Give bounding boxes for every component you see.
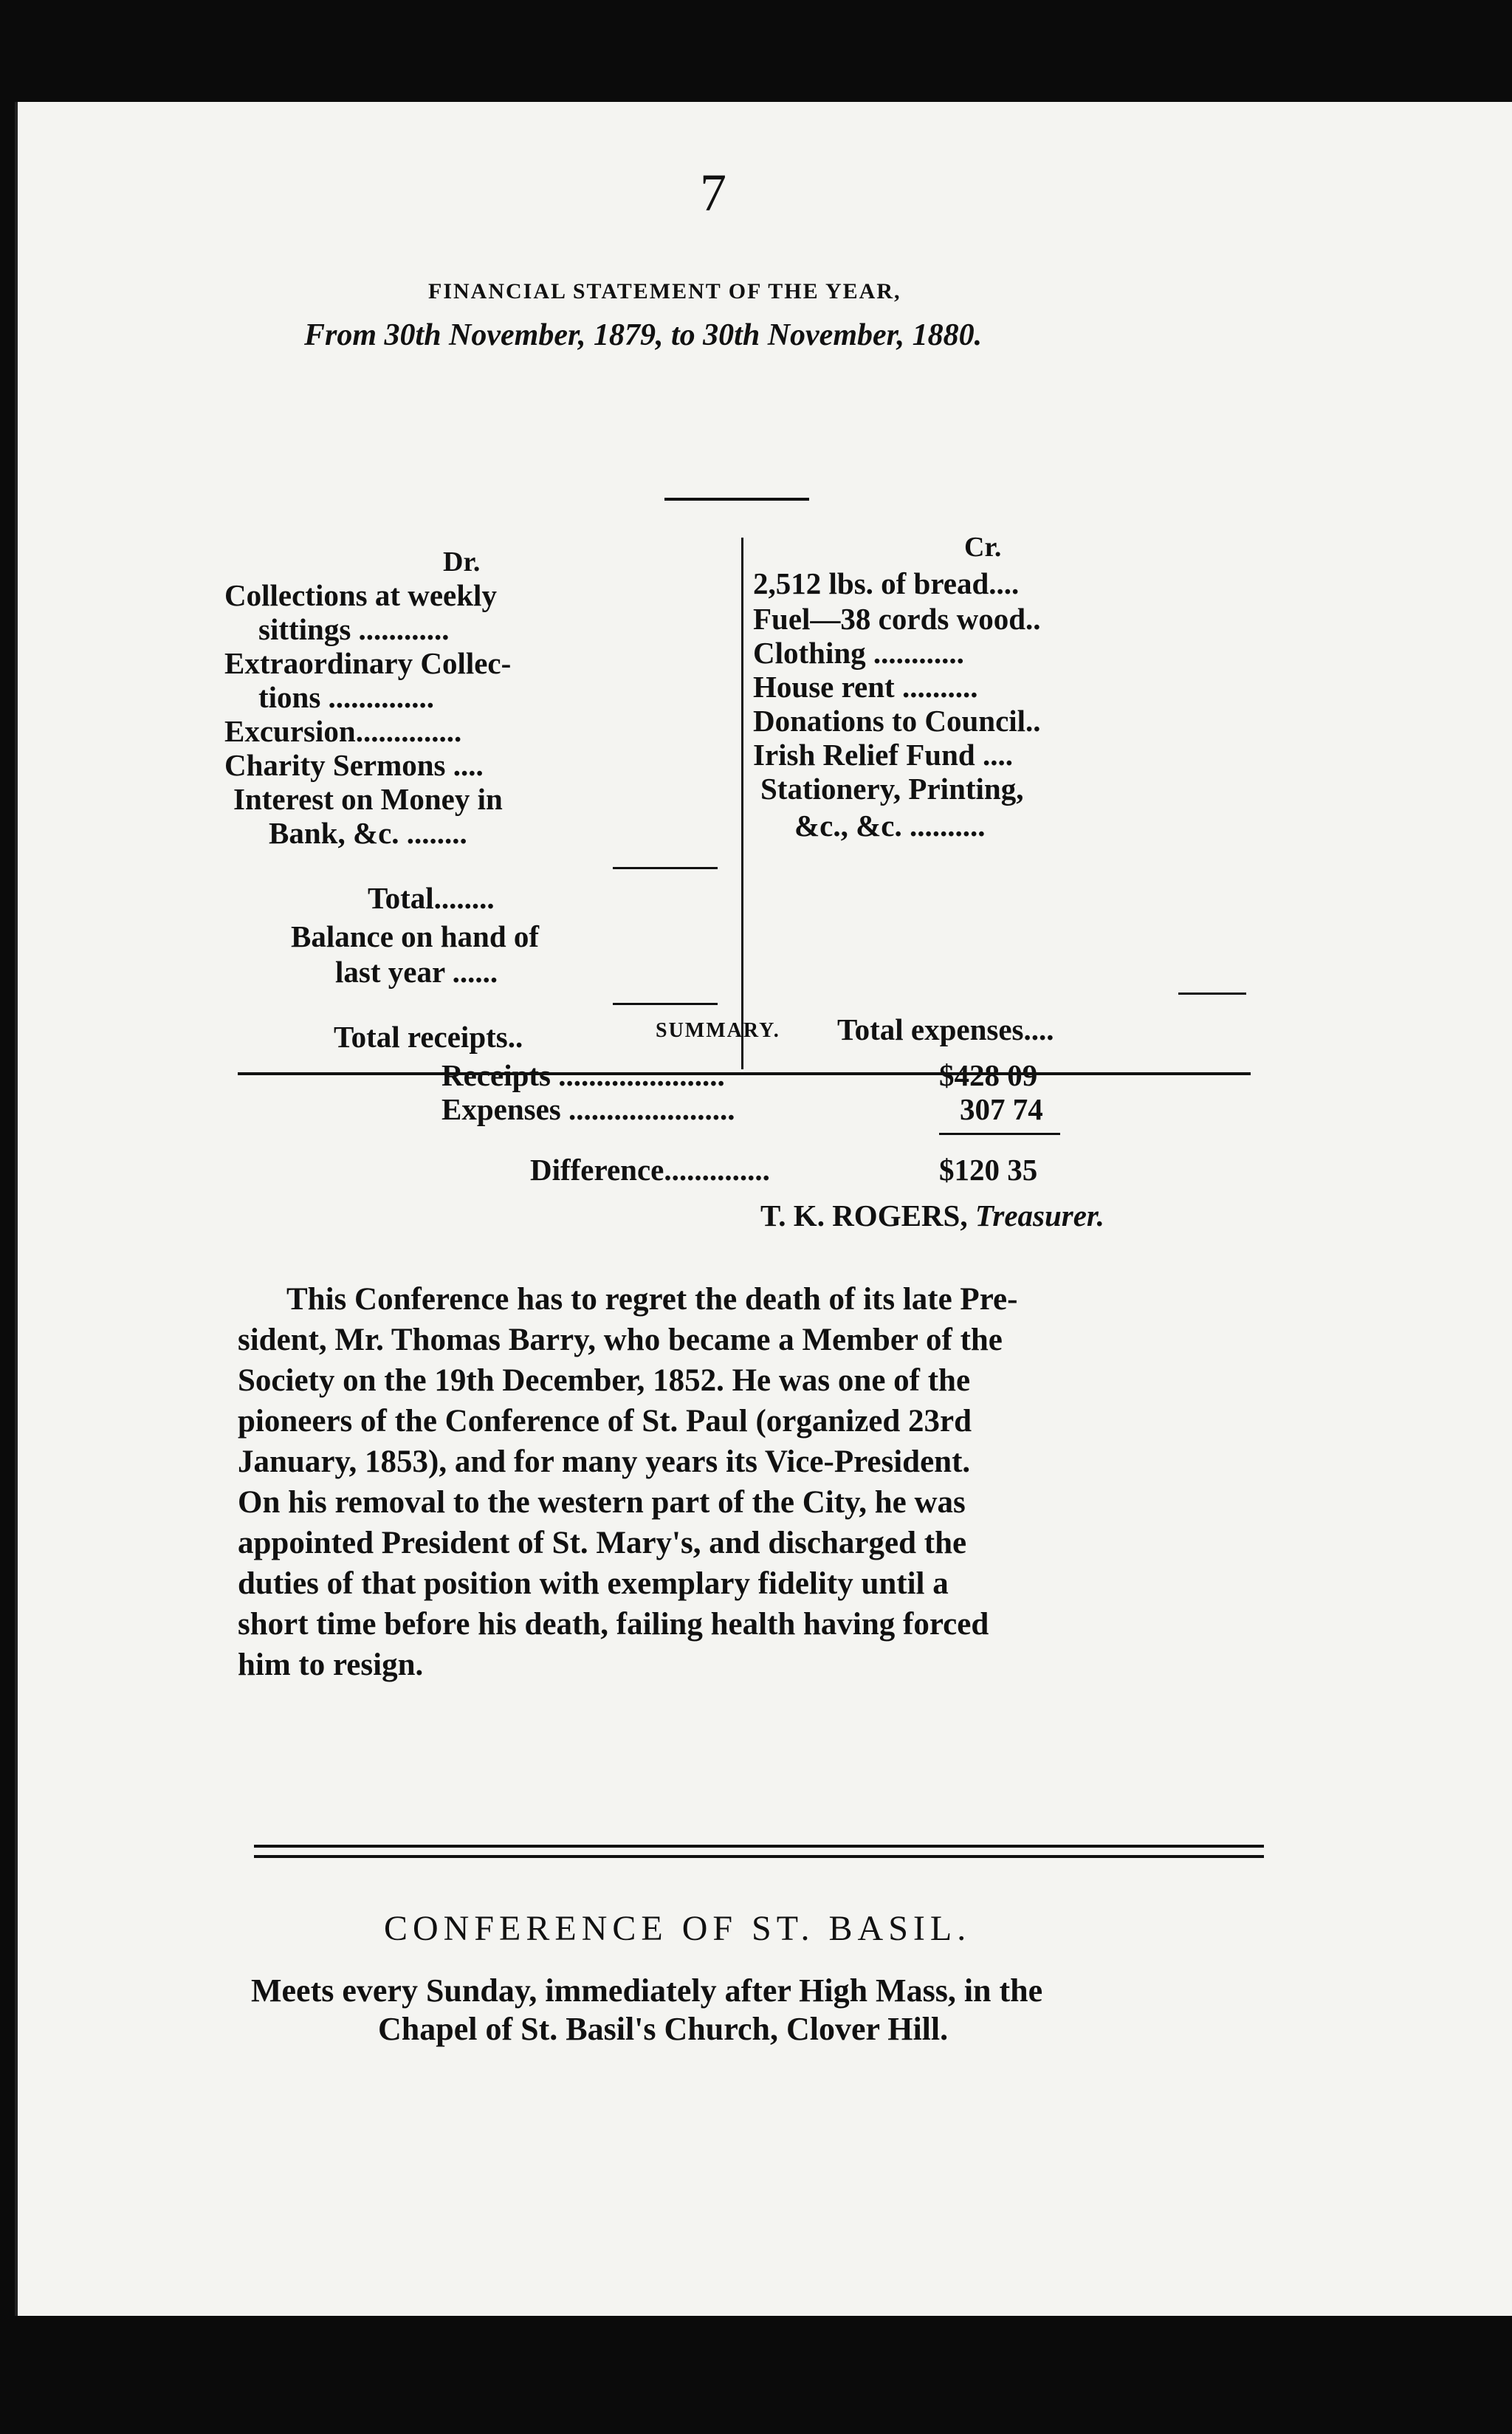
obituary-paragraph bbox=[238, 1279, 1264, 1685]
statement-heading: FINANCIAL STATEMENT OF THE YEAR, bbox=[428, 279, 901, 304]
summary-title: SUMMARY. bbox=[656, 1019, 780, 1042]
paragraph-line: him to resign. bbox=[238, 1648, 424, 1682]
credit-row-label: Fuel—38 cords wood.. bbox=[753, 602, 1041, 636]
page-number: 7 bbox=[700, 163, 726, 222]
paragraph-line: January, 1853), and for many years its Vice-President. bbox=[238, 1444, 971, 1479]
summary-receipts-label: Receipts ...................... bbox=[441, 1058, 725, 1092]
balance-label: last year ...... bbox=[335, 955, 498, 989]
section-double-rule-bottom bbox=[254, 1855, 1264, 1858]
summary-expenses-amount: 307 74 bbox=[960, 1092, 1043, 1126]
balance-label: Balance on hand of bbox=[291, 919, 540, 953]
treasurer-title: Treasurer. bbox=[975, 1199, 1104, 1233]
credit-row-label: Clothing ............ bbox=[753, 636, 964, 670]
credit-row-label: Irish Relief Fund .... bbox=[753, 738, 1013, 772]
credit-row-label: 2,512 lbs. of bread.... bbox=[753, 566, 1020, 600]
receipts-label: Total receipts.. bbox=[334, 1020, 523, 1054]
debit-row-label: Bank, &c. ........ bbox=[269, 816, 467, 850]
credit-row-label: Donations to Council.. bbox=[753, 704, 1041, 738]
debit-row-label: tions .............. bbox=[258, 680, 435, 714]
treasurer-signature bbox=[760, 1198, 1104, 1233]
table-bottom-rule bbox=[238, 1072, 1251, 1075]
statement-period bbox=[304, 318, 982, 353]
summary-difference-label: Difference.............. bbox=[530, 1153, 770, 1187]
conference-title: CONFERENCE OF ST. BASIL. bbox=[384, 1909, 972, 1948]
debit-total-label: Total........ bbox=[368, 881, 495, 915]
paragraph-line: This Conference has to regret the death of its late Pre- bbox=[286, 1282, 1018, 1317]
paragraph-line: pioneers of the Conference of St. Paul (organized 23rd bbox=[238, 1404, 972, 1439]
conference-meeting-line: Meets every Sunday, immediately after High Mass, in the bbox=[251, 1972, 1043, 2009]
debit-row-label: Interest on Money in bbox=[233, 782, 503, 816]
column-divider bbox=[741, 538, 743, 1069]
summary-receipts-amount: $428 09 bbox=[939, 1058, 1038, 1092]
paragraph-line: Society on the 19th December, 1852. He was one of the bbox=[238, 1363, 971, 1398]
debit-row-label: sittings ............ bbox=[258, 612, 450, 646]
debit-row-label: Collections at weekly bbox=[224, 578, 497, 612]
heading-rule bbox=[664, 498, 809, 501]
conference-meeting-line: Chapel of St. Basil's Church, Clover Hill. bbox=[378, 2011, 949, 2047]
treasurer-name: T. K. ROGERS, bbox=[760, 1199, 968, 1233]
debit-total-rule bbox=[613, 1003, 718, 1005]
summary-rule bbox=[939, 1133, 1060, 1135]
debit-subtotal-rule bbox=[613, 867, 718, 869]
paragraph-line: On his removal to the western part of the City, he was bbox=[238, 1485, 966, 1520]
credit-row-label: Stationery, Printing, bbox=[760, 772, 1024, 806]
debit-row-label: Charity Sermons .... bbox=[224, 748, 484, 782]
paragraph-line: sident, Mr. Thomas Barry, who became a Member of the bbox=[238, 1323, 1003, 1357]
statement-period-text: From 30th November, 1879, to 30th November, 1880. bbox=[304, 318, 983, 352]
summary-expenses-label: Expenses ...................... bbox=[441, 1092, 735, 1126]
paragraph-line: short time before his death, failing health having forced bbox=[238, 1607, 989, 1642]
section-double-rule-top bbox=[254, 1845, 1264, 1848]
expenses-label: Total expenses.... bbox=[837, 1012, 1054, 1046]
debit-row-label: Excursion.............. bbox=[224, 714, 462, 748]
credit-total-rule bbox=[1178, 993, 1246, 995]
summary-difference-amount: $120 35 bbox=[939, 1153, 1038, 1187]
debit-header: Dr. bbox=[443, 546, 481, 577]
debit-row-label: Extraordinary Collec- bbox=[224, 646, 512, 680]
credit-header: Cr. bbox=[964, 532, 1002, 563]
credit-row-label: &c., &c. .......... bbox=[794, 809, 986, 843]
paragraph-line: duties of that position with exemplary fidelity until a bbox=[238, 1566, 949, 1601]
credit-row-label: House rent .......... bbox=[753, 670, 978, 704]
paragraph-line: appointed President of St. Mary's, and discharged the bbox=[238, 1526, 967, 1560]
